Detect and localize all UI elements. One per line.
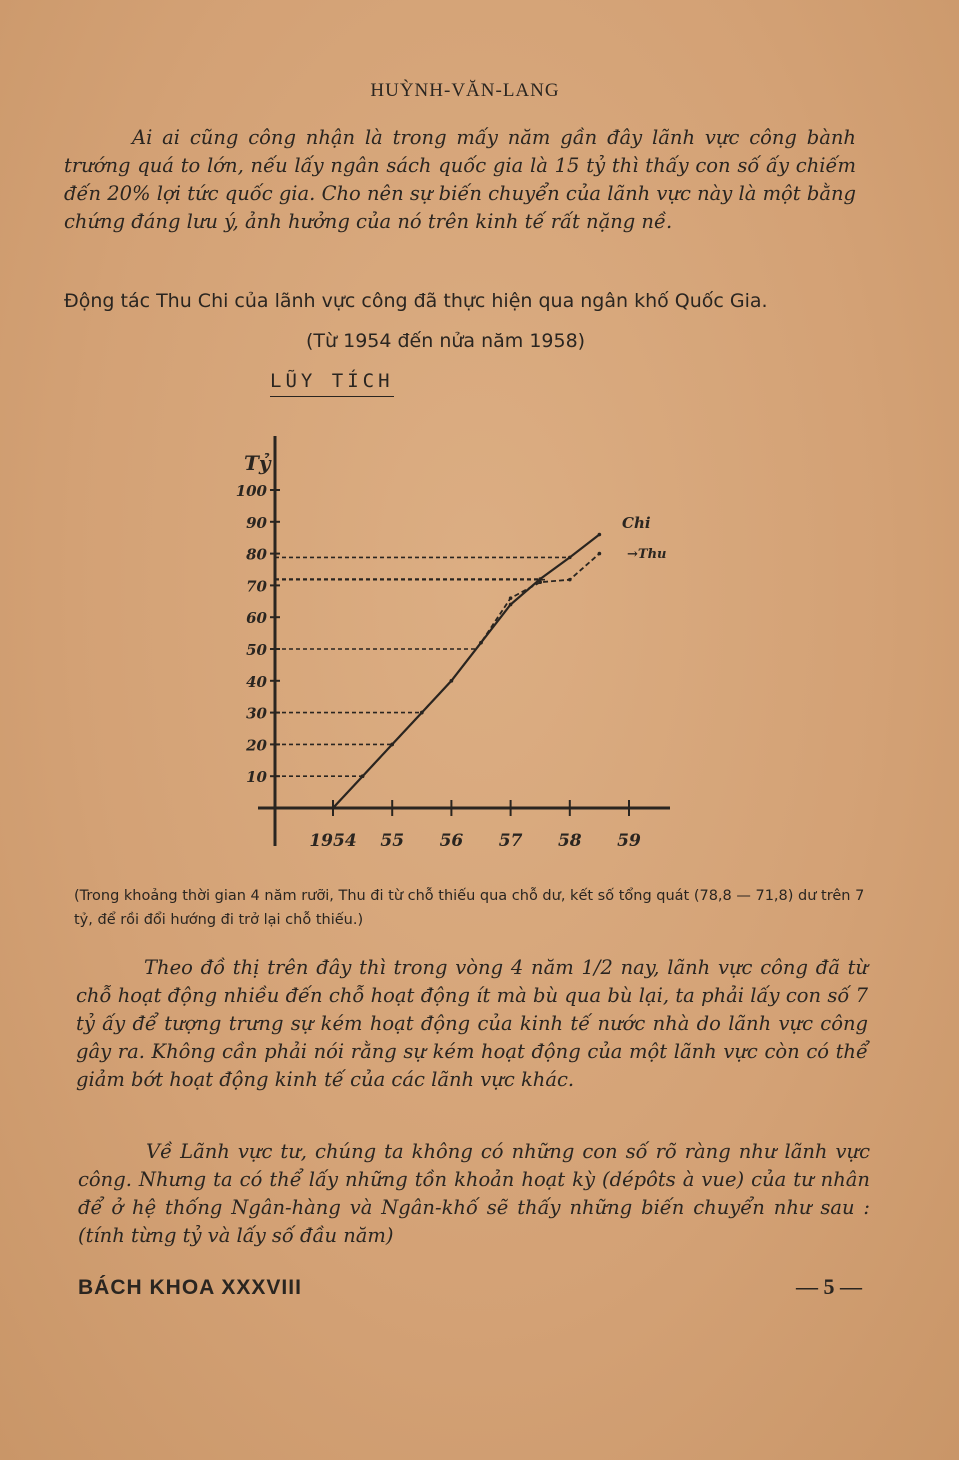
paragraph-intro: Ai ai cũng công nhận là trong mấy năm gần đây lãnh vực công bành trướng quá to lớn, nếu lấy ngân sách quốc gia là 15 tỷ thì thấy con số ấy chiếm đến 20% lợi tức quốc gia. Cho nên sự biến chuyển của lãnh vực này là một bằng chứng đáng lưu ý, ảnh hưởng của nó trên kinh tế rất nặng nề.	[64, 126, 856, 233]
chart-series	[331, 514, 666, 810]
y-tick-label: 10	[246, 768, 267, 787]
data-point	[509, 603, 513, 607]
y-tick-label: 100	[235, 482, 267, 500]
chart-axes	[258, 436, 670, 846]
y-tick-label: 40	[246, 672, 267, 691]
data-point	[538, 577, 542, 581]
y-tick-label: 70	[246, 577, 267, 596]
chart-title: Động tác Thu Chi của lãnh vực công đã thực hiện qua ngân khố Quốc Gia.	[64, 290, 768, 312]
paragraph-analysis: Theo đồ thị trên đây thì trong vòng 4 năm 1/2 nay, lãnh vực công đã từ chỗ hoạt động nhiều đến chỗ hoạt động ít mà bù qua bù lại, ta phải lấy con số 7 tỷ ấy để tượng trưng sự kém hoạt động của kinh tế nước nhà do lãnh vực công gây ra. Không cần phải nói rằng sự kém hoạt động của một lãnh vực còn có thể giảm bớt hoạt động kinh tế của các lãnh vực khác.	[76, 956, 868, 1091]
data-point	[509, 596, 513, 600]
data-point	[568, 556, 572, 560]
data-point	[390, 743, 394, 747]
y-tick-label: 20	[246, 736, 267, 755]
x-tick-label: 1954	[309, 831, 357, 851]
data-point	[598, 552, 602, 556]
x-tick-label: 57	[498, 831, 523, 851]
data-point	[568, 578, 572, 582]
data-point	[538, 580, 542, 584]
x-tick-label: 55	[380, 831, 405, 851]
series-label-thu: →Thu	[627, 547, 667, 562]
y-tick-label: 50	[246, 641, 267, 659]
chart-ticks	[236, 451, 641, 851]
series-line-thu	[333, 554, 599, 808]
x-tick-label: 58	[557, 831, 582, 851]
y-tick-label: 90	[246, 513, 267, 532]
chart-note: (Trong khoảng thời gian 4 năm rưỡi, Thu đi từ chỗ thiếu qua chỗ dư, kết số tổng quát (78,8 — 71,8) dư trên 7 tỷ, để rồi đổi hướng đi trở lại chỗ thiếu.)	[74, 888, 865, 928]
data-point	[598, 533, 602, 537]
data-point	[361, 774, 365, 778]
chart-subtitle: (Từ 1954 đến nửa năm 1958)	[306, 330, 586, 352]
paragraph-private-sector: Về Lãnh vực tư, chúng ta không có những con số rõ ràng như lãnh vực công. Nhưng ta có thể lấy những tồn khoản hoạt kỳ (dépôts à vue) của tư nhân để ở hệ thống Ngân-hàng và Ngân-khố sẽ thấy những biến chuyển như sau : (tính từng tỷ và lấy số đầu năm)	[78, 1140, 870, 1247]
chart-label-luy-tich: LŨY TÍCH	[270, 370, 394, 397]
page-header: HUỲNH-VĂN-LANG	[370, 80, 560, 101]
footer-journal: BÁCH KHOA XXXVIII	[78, 1276, 302, 1299]
y-tick-label: 60	[246, 609, 267, 628]
data-point	[450, 679, 454, 683]
y-tick-label: 80	[246, 545, 267, 564]
x-tick-label: 59	[617, 831, 641, 851]
series-label-chi: Chi	[622, 514, 651, 532]
data-point	[479, 641, 483, 645]
data-point	[420, 711, 424, 715]
series-line-chi	[333, 535, 599, 808]
footer-page-number: — 5 —	[796, 1274, 862, 1299]
y-tick-label: 30	[246, 704, 267, 723]
x-tick-label: 56	[439, 831, 464, 851]
y-axis-label: Tỷ	[244, 451, 271, 475]
